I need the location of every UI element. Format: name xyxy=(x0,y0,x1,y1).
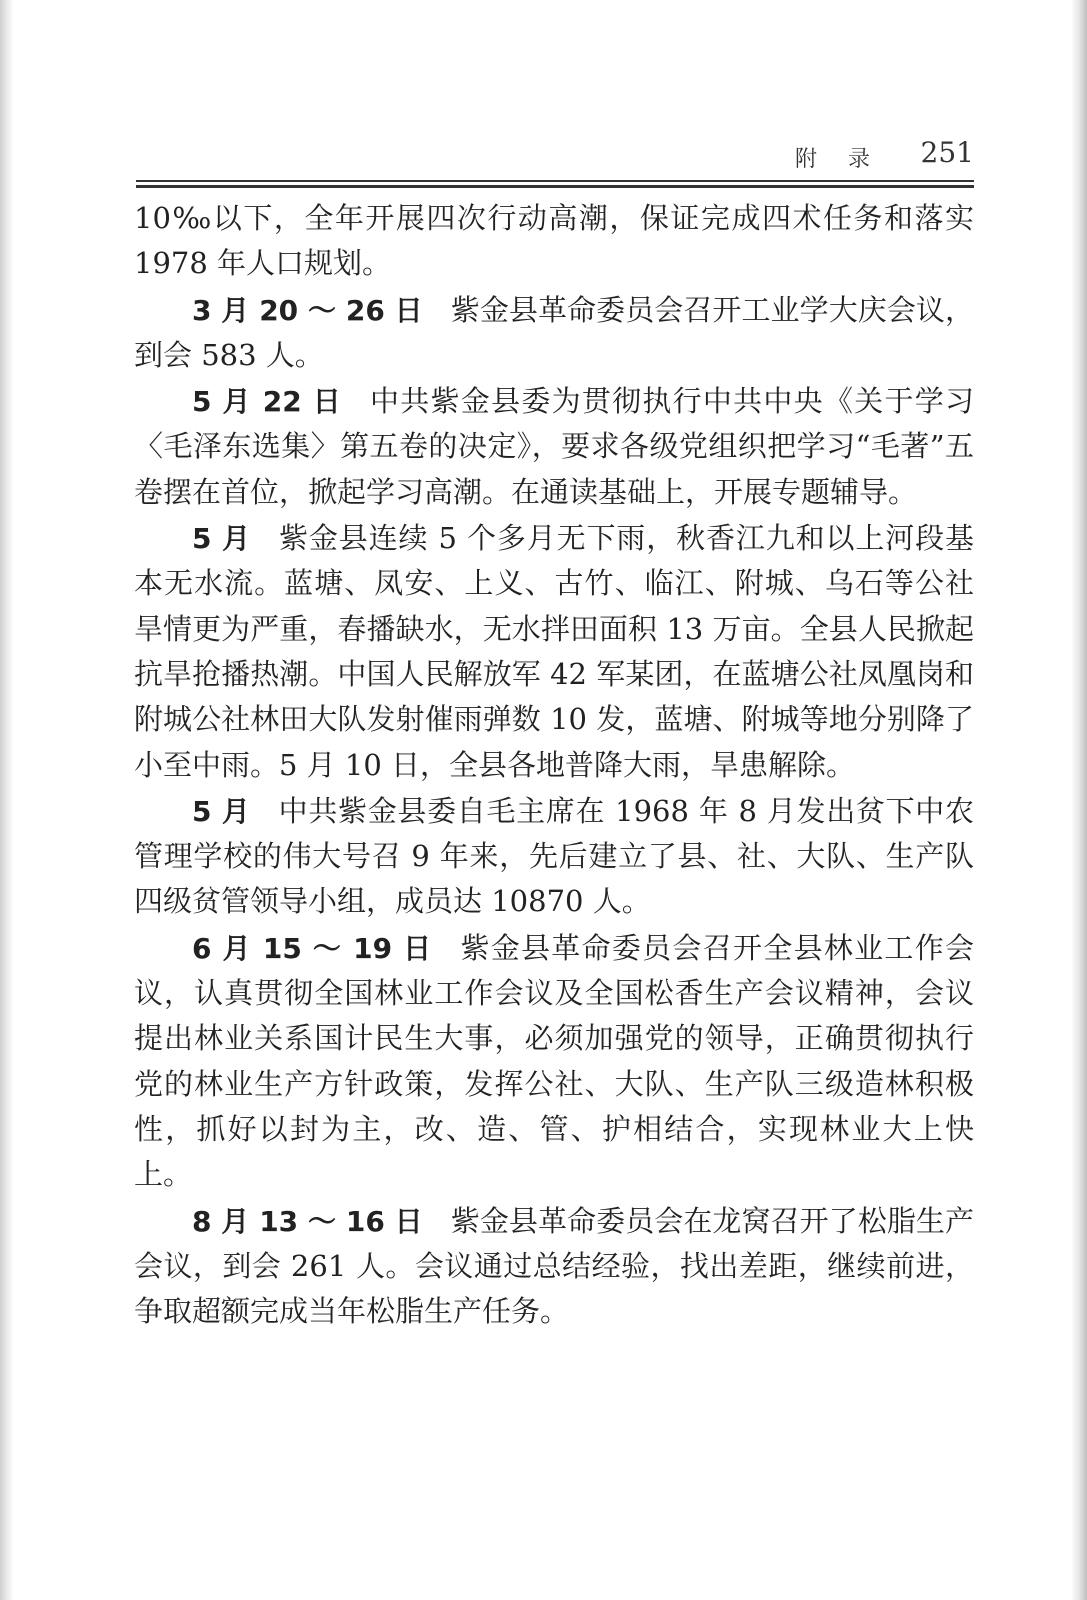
chronicle-entry xyxy=(134,1199,974,1335)
entry-text: 紫金县连续 5 个多月无下雨，秋香江九和以上河段基本无水流。蓝塘、凤安、上义、古竹、临江、附城、乌石等公社旱情更为严重，春播缺水，无水拌田面积 13 万亩。全县人民掀起抗旱抢播热潮。中国人民解放军 42 军某团，在蓝塘公社凤凰岗和附城公社林田大队发射催雨弹数 10 发，蓝塘、附城等地分别降了小至中雨。5 月 10 日，全县各地普降大雨，旱患解除。 xyxy=(134,521,974,782)
entry-text: 中共紫金县委为贯彻执行中共中央《关于学习〈毛泽东选集〉第五卷的决定》，要求各级党组织把学习“毛著”五卷摆在首位，掀起学习高潮。在通读基础上，开展专题辅导。 xyxy=(134,384,974,509)
entry-date: 3 月 20 ～ 26 日 xyxy=(192,293,423,327)
page-number: 251 xyxy=(920,136,974,169)
entry-date: 8 月 13 ～ 16 日 xyxy=(192,1204,423,1238)
header-section-title: 附 录 xyxy=(795,147,882,172)
entry-text: 紫金县革命委员会在龙窝召开了松脂生产会议，到会 261 人。会议通过总结经验，找出差距，继续前进，争取超额完成当年松脂生产任务。 xyxy=(134,1203,974,1329)
running-header xyxy=(136,136,974,172)
header-rule-thick xyxy=(136,185,974,188)
scan-shadow-left xyxy=(0,0,14,1600)
entry-text: 中共紫金县委自毛主席在 1968 年 8 月发出贫下中农管理学校的伟大号召 9 年来，先后建立了县、社、大队、生产队四级贫管领导小组，成员达 10870 人。 xyxy=(134,793,974,919)
entry-date: 5 月 22 日 xyxy=(192,385,343,419)
page-body xyxy=(134,196,974,1335)
paragraph-text: 10‰以下，全年开展四次行动高潮，保证完成四术任务和落实 1978 年人口规划。 xyxy=(134,201,974,281)
entry-date: 6 月 15 ～ 19 日 xyxy=(192,931,433,965)
entry-date: 5 月 xyxy=(192,522,251,556)
entry-text: 紫金县革命委员会召开全县林业工作会议，认真贯彻全国林业工作会议及全国松香生产会议精神，会议提出林业关系国计民生大事，必须加强党的领导，正确贯彻执行党的林业生产方针政策，发挥公社、大队、生产队三级造林积极性，抓好以封为主，改、造、管、护相结合，实现林业大上快上。 xyxy=(134,930,974,1192)
chronicle-entry xyxy=(134,926,974,1198)
entry-date: 5 月 xyxy=(192,794,251,828)
entry-text: 紫金县革命委员会召开工业学大庆会议，到会 583 人。 xyxy=(134,292,974,372)
header-rule-thin xyxy=(136,180,974,182)
chronicle-entry xyxy=(134,379,974,515)
chronicle-entry xyxy=(134,516,974,788)
chronicle-entry xyxy=(134,288,974,379)
paragraph-continuation xyxy=(134,196,974,287)
chronicle-entry xyxy=(134,789,974,925)
scan-shadow-right xyxy=(1071,0,1087,1600)
